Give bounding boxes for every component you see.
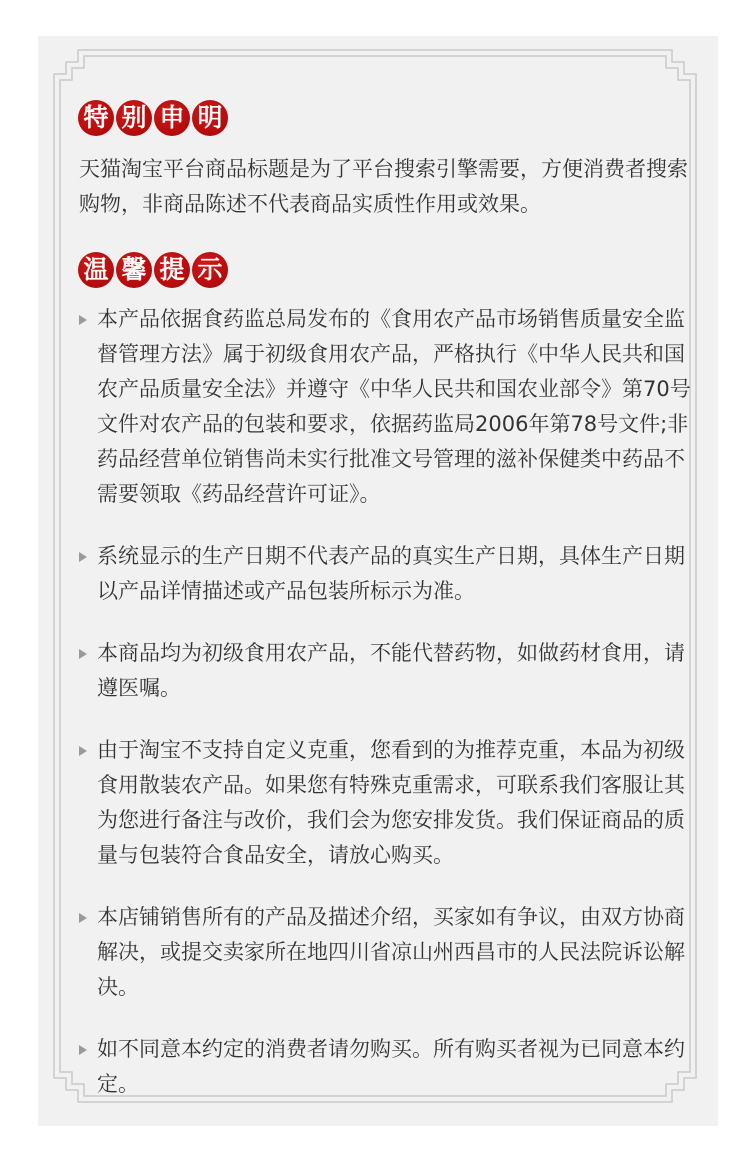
tips-item-text: 本店铺销售所有的产品及描述介绍，买家如有争议，由双方协商解决，或提交卖家所在地四川省凉山州西昌市的人民法院诉讼解决。 [97, 905, 685, 999]
tips-title-char: 提 [154, 252, 190, 288]
tips-item [79, 302, 695, 512]
disclaimer-text: 天猫淘宝平台商品标题是为了平台搜索引擎需要，方便消费者搜索购物，非商品陈述不代表商品实质性作用或效果。 [79, 157, 688, 216]
tips-title-char: 示 [192, 252, 228, 288]
tips-list [79, 302, 695, 1129]
tips-item-text: 本产品依据食药监总局发布的《食用农产品市场销售质量安全监督管理方法》属于初级食用农产品，严格执行《中华人民共和国农产品质量安全法》并遵守《中华人民共和国农业部令》第70号文件对农产品的包装和要求，依据药监局2006年第78号文件;非药品经营单位销售尚未实行批准文号管理的滋补保健类中药品不需要领取《药品经营许可证》。 [97, 307, 691, 506]
tips-item-text: 本商品均为初级食用农产品，不能代替药物，如做药材食用，请遵医嘱。 [97, 641, 685, 700]
disclaimer-title [78, 100, 228, 136]
tips-title-char: 温 [78, 252, 114, 288]
triangle-bullet-icon [79, 649, 87, 659]
disclaimer-title-char: 别 [116, 100, 152, 136]
triangle-bullet-icon [79, 746, 87, 756]
triangle-bullet-icon [79, 1045, 87, 1055]
tips-title [78, 252, 228, 288]
tips-item [79, 539, 695, 609]
disclaimer-title-char: 特 [78, 100, 114, 136]
tips-item-text: 系统显示的生产日期不代表产品的真实生产日期，具体生产日期以产品详情描述或产品包装所标示为准。 [97, 544, 685, 603]
triangle-bullet-icon [79, 913, 87, 923]
tips-item-text: 由于淘宝不支持自定义克重，您看到的为推荐克重，本品为初级食用散装农产品。如果您有特殊克重需求，可联系我们客服让其为您进行备注与改价，我们会为您安排发货。我们保证商品的质量与包装符合食品安全，请放心购买。 [97, 738, 685, 867]
disclaimer-title-char: 明 [192, 100, 228, 136]
triangle-bullet-icon [79, 315, 87, 325]
triangle-bullet-icon [79, 552, 87, 562]
tips-item [79, 636, 695, 706]
disclaimer-title-char: 申 [154, 100, 190, 136]
tips-item [79, 733, 695, 873]
tips-item-text: 如不同意本约定的消费者请勿购买。所有购买者视为已同意本约定。 [97, 1037, 685, 1096]
tips-title-char: 馨 [116, 252, 152, 288]
tips-item [79, 1032, 695, 1102]
tips-item [79, 900, 695, 1005]
